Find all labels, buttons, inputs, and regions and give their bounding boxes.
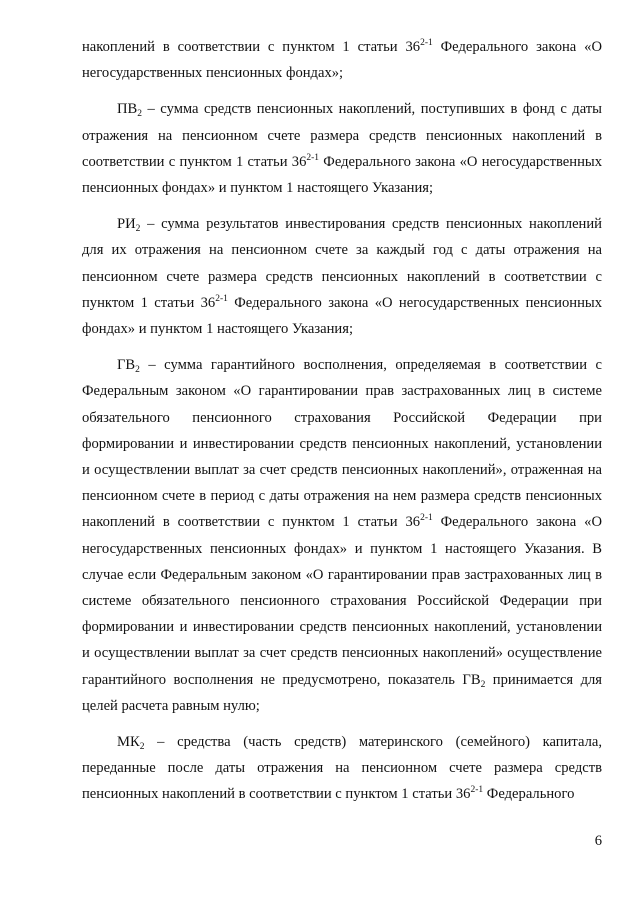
page-number: 6 (594, 833, 602, 849)
paragraph-text: ПВ (117, 101, 138, 118)
paragraph-gv2-definition (82, 352, 602, 719)
paragraph-pv2-definition (82, 96, 602, 201)
paragraph-text: Федерального закона «О негосударственных пенсионных фондах» и пунктом 1 настоящего Указания. В случае если Федеральным законом «О гарантировании прав застрахованных лиц в системе обязательного пенсионного страхования Российской Федерации при формировании и инвестировании средств пенсионных накоплений, установлении и осуществлении выплат за счет средств пенсионных накоплений» осуществление гарантийного восполнения не предусмотрено, показатель ГВ (82, 514, 602, 688)
subscript-index: 2 (139, 742, 145, 753)
subscript-index: 2 (135, 224, 141, 235)
superscript-article-number: 2-1 (215, 293, 228, 304)
subscript-index: 2 (137, 109, 143, 120)
paragraph-text: накоплений в соответствии с пунктом 1 статьи 36 (82, 39, 421, 55)
document-page (82, 34, 602, 808)
paragraph-continuation (82, 34, 602, 86)
superscript-article-number: 2-1 (420, 38, 433, 48)
subscript-index: 2 (135, 365, 140, 376)
paragraph-text: РИ (117, 216, 136, 233)
subscript-index: 2 (480, 679, 486, 690)
superscript-article-number: 2-1 (420, 513, 433, 524)
paragraph-text: – средства (часть средств) материнского (семейного) капитала, переданные после даты отражения на пенсионном счете размера средств пенсионных накоплений в соответствии с пунктом 1 статьи 36 (82, 734, 602, 803)
superscript-article-number: 2-1 (470, 785, 484, 796)
superscript-article-number: 2-1 (306, 152, 320, 163)
paragraph-text: Федерального закона «О негосударственных пенсионных фондах» и пунктом 1 настоящего Указания; (82, 294, 602, 338)
paragraph-mk2-definition (82, 729, 602, 808)
paragraph-text: ГВ (117, 357, 136, 374)
paragraph-text: Федерального закона «О негосударственных пенсионных фондах» и пунктом 1 настоящего Указания; (82, 153, 602, 197)
paragraph-text: Федерального закона «О негосударственных пенсионных фондах»; (82, 39, 602, 82)
paragraph-text: Федерального (483, 786, 575, 803)
paragraph-text: принимается для целей расчета равным нулю; (82, 671, 602, 714)
paragraph-text: МК (117, 734, 140, 751)
paragraph-text: – сумма гарантийного восполнения, определяемая в соответствии с Федеральным законом «О гарантировании прав застрахованных лиц в системе обязательного пенсионного страхования Российской Федерации при формировании и инвестировании средств пенсионных накоплений, установлении и осуществлении выплат за счет средств пенсионных накоплений», отраженная на пенсионном счете в период с даты отражения на нем размера средств пенсионных накоплений в соответствии с пунктом 1 статьи 36 (82, 357, 602, 531)
paragraph-text: – сумма средств пенсионных накоплений, поступивших в фонд с даты отражения на пенсионном счете размера средств пенсионных накоплений в соответствии с пунктом 1 статьи 36 (82, 101, 602, 170)
paragraph-text: – сумма результатов инвестирования средств пенсионных накоплений для их отражения на пенсионном счете за каждый год с даты отражения на пенсионном счете размера средств пенсионных накоплений в соответствии с пунктом 1 статьи 36 (82, 216, 602, 311)
paragraph-ri2-definition (82, 211, 602, 342)
